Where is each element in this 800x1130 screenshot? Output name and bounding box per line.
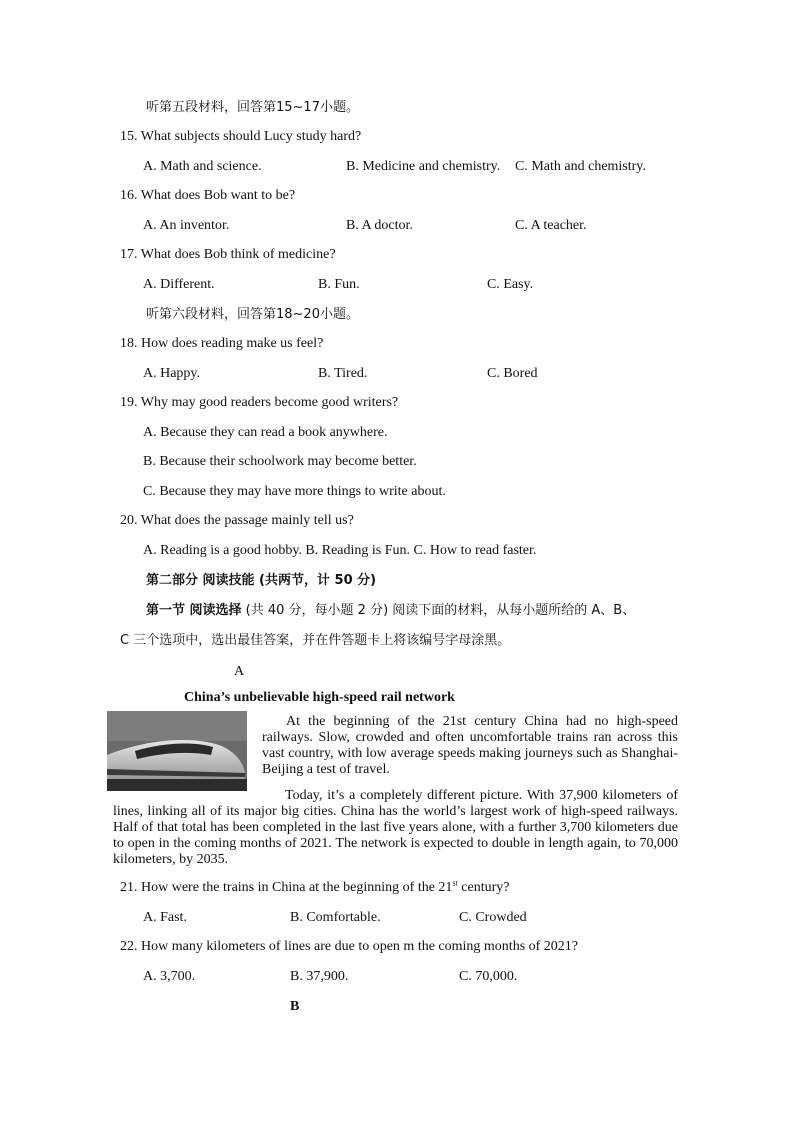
- q21-option-b: B. Comfortable.: [290, 910, 381, 925]
- question-17: 17. What does Bob think of medicine?: [120, 247, 336, 262]
- question-21: [120, 879, 509, 897]
- passage-a-title: China’s unbelievable high-speed rail network: [184, 690, 455, 705]
- part2-heading: 第二部分 阅读技能 (共两节，计 50 分): [146, 573, 377, 588]
- q19-option-a: A. Because they can read a book anywhere.: [143, 425, 388, 440]
- q16-option-b: B. A doctor.: [346, 218, 413, 233]
- section1-instruction-line2: C 三个选项中，选出最佳答案，并在件答题卡上将该编号字母涂黑。: [120, 633, 511, 648]
- passage-a-letter: A: [234, 664, 245, 679]
- q21-stem-end: century?: [457, 880, 510, 895]
- q22-option-a: A. 3,700.: [143, 969, 196, 984]
- q21-option-a: A. Fast.: [143, 910, 187, 925]
- q19-option-c: C. Because they may have more things to write about.: [143, 484, 446, 499]
- passage-a-paragraph-1: At the beginning of the 21st century China had no high-speed railways. Slow, crowded and often uncomfortable trains ran across this vast country, with low average speeds making journeys such as Shanghai-Beijing a test of travel.: [262, 714, 678, 777]
- q17-option-a: A. Different.: [143, 277, 215, 292]
- q19-option-b: B. Because their schoolwork may become better.: [143, 454, 417, 469]
- q22-option-b: B. 37,900.: [290, 969, 349, 984]
- q20-options: A. Reading is a good hobby. B. Reading is Fun. C. How to read faster.: [143, 543, 537, 558]
- q16-option-c: C. A teacher.: [515, 218, 587, 233]
- train-photo: [107, 711, 247, 791]
- q15-option-b: B. Medicine and chemistry.: [346, 159, 501, 174]
- q15-option-c: C. Math and chemistry.: [515, 159, 646, 174]
- q18-option-c: C. Bored: [487, 366, 538, 381]
- q21-stem: 21. How were the trains in China at the beginning of the 21: [120, 880, 453, 895]
- section1-label: 第一节 阅读选择: [146, 603, 242, 618]
- q22-option-c: C. 70,000.: [459, 969, 518, 984]
- question-20: 20. What does the passage mainly tell us?: [120, 513, 354, 528]
- q16-option-a: A. An inventor.: [143, 218, 230, 233]
- q21-option-c: C. Crowded: [459, 910, 527, 925]
- question-16: 16. What does Bob want to be?: [120, 188, 296, 203]
- q15-option-a: A. Math and science.: [143, 159, 262, 174]
- q18-option-b: B. Tired.: [318, 366, 368, 381]
- high-speed-train-image: [107, 711, 247, 791]
- question-22: 22. How many kilometers of lines are due to open m the coming months of 2021?: [120, 939, 579, 954]
- q17-option-c: C. Easy.: [487, 277, 534, 292]
- q21-superscript: st: [452, 878, 458, 888]
- passage-a-paragraph-2: Today, it’s a completely different picture. With 37,900 kilometers of lines, linking all of its major big cities. China has the world’s largest work of high-speed railways. Half of that total has been completed in the last five years alone, with a further 3,700 kilometers due to open in the coming months of 2021. The network is expected to double in length again, to 70,000 kilometers, by 2035.: [113, 788, 678, 867]
- q17-option-b: B. Fun.: [318, 277, 360, 292]
- section6-instruction: 听第六段材料，回答第18~20小题。: [146, 307, 359, 322]
- section5-instruction: 听第五段材料，回答第15~17小题。: [146, 100, 359, 115]
- q18-option-a: A. Happy.: [143, 366, 201, 381]
- passage-b-letter: B: [290, 999, 300, 1014]
- question-15: 15. What subjects should Lucy study hard?: [120, 129, 362, 144]
- question-18: 18. How does reading make us feel?: [120, 336, 324, 351]
- section1-instruction-line1: [146, 602, 635, 620]
- section1-text: (共 40 分，每小题 2 分) 阅读下面的材料，从每小题所给的 A、B、: [241, 603, 636, 618]
- question-19: 19. Why may good readers become good writers?: [120, 395, 399, 410]
